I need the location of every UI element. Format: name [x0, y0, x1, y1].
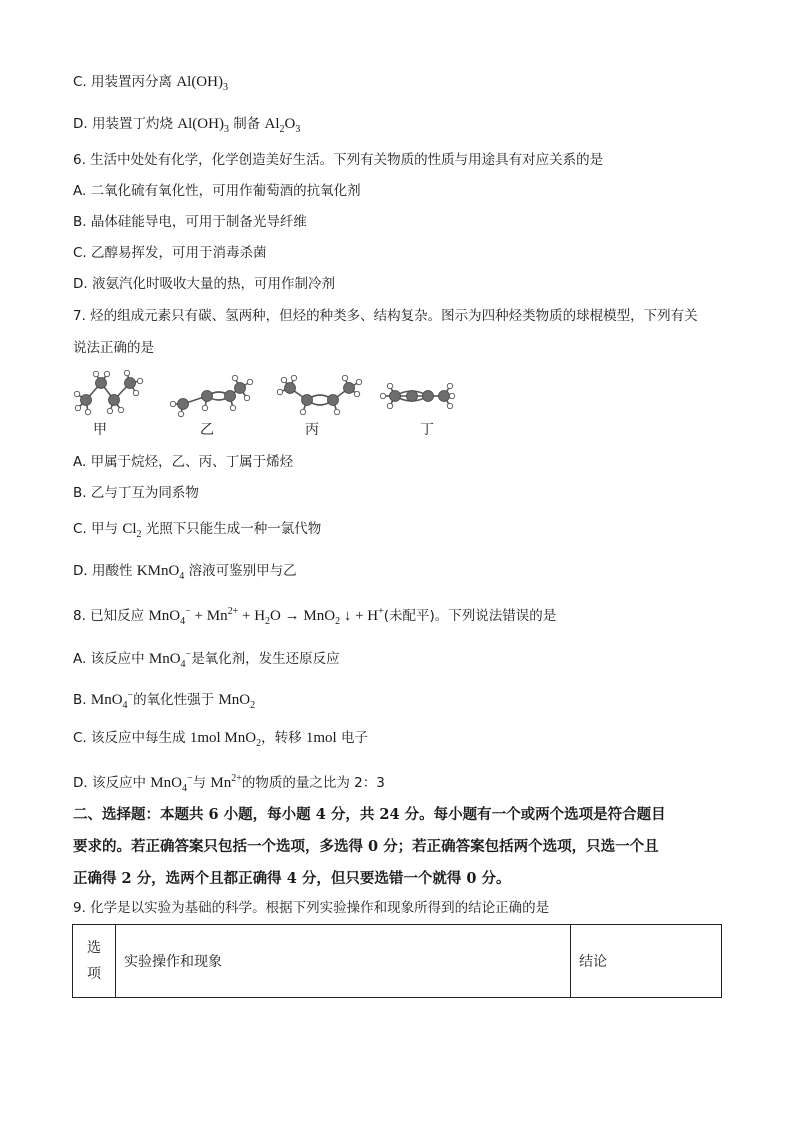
section-heading-line1: 二、选择题：本题共 6 小题，每小题 4 分，共 24 分。每小题有一个或两个选项是符合题目 [73, 806, 666, 823]
formula: KMnO$_4$ [136, 563, 185, 582]
q8-option-b[interactable]: B. MnO$_4$−的氧化性强于 MnO$_2$ [73, 690, 256, 711]
formula: MnO$_2$ [218, 692, 256, 711]
formula: $Mn^{2+}$ [210, 773, 242, 791]
formula: $Al_2O_3$ [264, 116, 301, 135]
amount: 1mol MnO$_2$ [189, 730, 262, 749]
table-header-row [73, 925, 722, 998]
q6-option-a[interactable]: A. 二氧化硫有氧化性，可用作葡萄酒的抗氧化剂 [73, 183, 361, 199]
molecule-label-bing: 丙 [305, 422, 319, 438]
q7-stem-line2: 说法正确的是 [73, 340, 154, 356]
q5-option-d[interactable]: D. 用装置丁灼烧 $Al(OH)_3$ 制备 $Al_2O_3$ [73, 116, 301, 135]
formula: $Al(OH)_3$ [177, 116, 229, 135]
q7-stem-line1: 7. 烃的组成元素只有碳、氢两种，但烃的种类多、结构复杂。图示为四种烃类物质的球棍模型，下列有关 [73, 308, 698, 324]
formula: MnO$_4$− [90, 690, 134, 711]
formula: MnO$_4$− [148, 649, 192, 670]
q7-option-d[interactable]: D. 用酸性 KMnO$_4$ 溶液可鉴别甲与乙 [73, 563, 297, 582]
q6-option-d[interactable]: D. 液氨汽化时吸收大量的热，可用作制冷剂 [73, 276, 335, 292]
header-operation: 实验操作和现象 [116, 925, 571, 998]
section-heading-line3: 正确得 2 分，选两个且都正确得 4 分，但只要选错一个就得 0 分。 [73, 870, 511, 887]
q8-stem: 8. 已知反应 $MnO_4^- + Mn^{2+} + H_2O \to MnO_2$ ↓ + H+(未配平)。下列说法错误的是 [73, 606, 557, 627]
q8-option-c[interactable]: C. 该反应中每生成 1mol MnO$_2$，转移 1mol 电子 [73, 730, 369, 749]
reaction-equation: $MnO_4^- + Mn^{2+} + H_2O \to MnO_2$ ↓ + H+ [148, 606, 384, 627]
header-option: 选 项 [73, 925, 116, 998]
q9-stem: 9. 化学是以实验为基础的科学。根据下列实验操作和现象所得到的结论正确的是 [73, 900, 550, 916]
q6-option-c[interactable]: C. 乙醇易挥发，可用于消毒杀菌 [73, 245, 267, 261]
q7-option-c[interactable]: C. 甲与 $Cl_2$ 光照下只能生成一种一氯代物 [73, 521, 322, 540]
q5-option-c[interactable]: C. 用装置丙分离 $Al(OH)_3$ [73, 74, 228, 93]
amount: 1mol [305, 730, 337, 746]
molecule-label-ding: 丁 [420, 422, 434, 438]
section-heading-line2: 要求的。若正确答案只包括一个选项，多选得 0 分；若正确答案包括两个选项，只选一个且 [73, 838, 659, 855]
q8-option-d[interactable]: D. 该反应中 MnO$_4$−与 $Mn^{2+}$的物质的量之比为 2：3 [73, 773, 385, 794]
formula: $Al(OH)_3$ [176, 74, 228, 93]
q6-stem: 6. 生活中处处有化学，化学创造美好生活。下列有关物质的性质与用途具有对应关系的是 [73, 152, 604, 168]
q7-option-b[interactable]: B. 乙与丁互为同系物 [73, 485, 199, 501]
formula: MnO$_4$− [150, 773, 193, 794]
q7-option-a[interactable]: A. 甲属于烷烃，乙、丙、丁属于烯烃 [73, 454, 294, 470]
molecule-label-jia: 甲 [93, 422, 107, 438]
header-conclusion: 结论 [571, 925, 722, 998]
q8-option-a[interactable]: A. 该反应中 MnO$_4$−是氧化剂，发生还原反应 [73, 649, 340, 670]
formula: $Cl_2$ [122, 521, 142, 540]
q6-option-b[interactable]: B. 晶体硅能导电，可用于制备光导纤维 [73, 214, 307, 230]
q9-table [72, 924, 722, 998]
molecule-label-yi: 乙 [200, 422, 214, 438]
